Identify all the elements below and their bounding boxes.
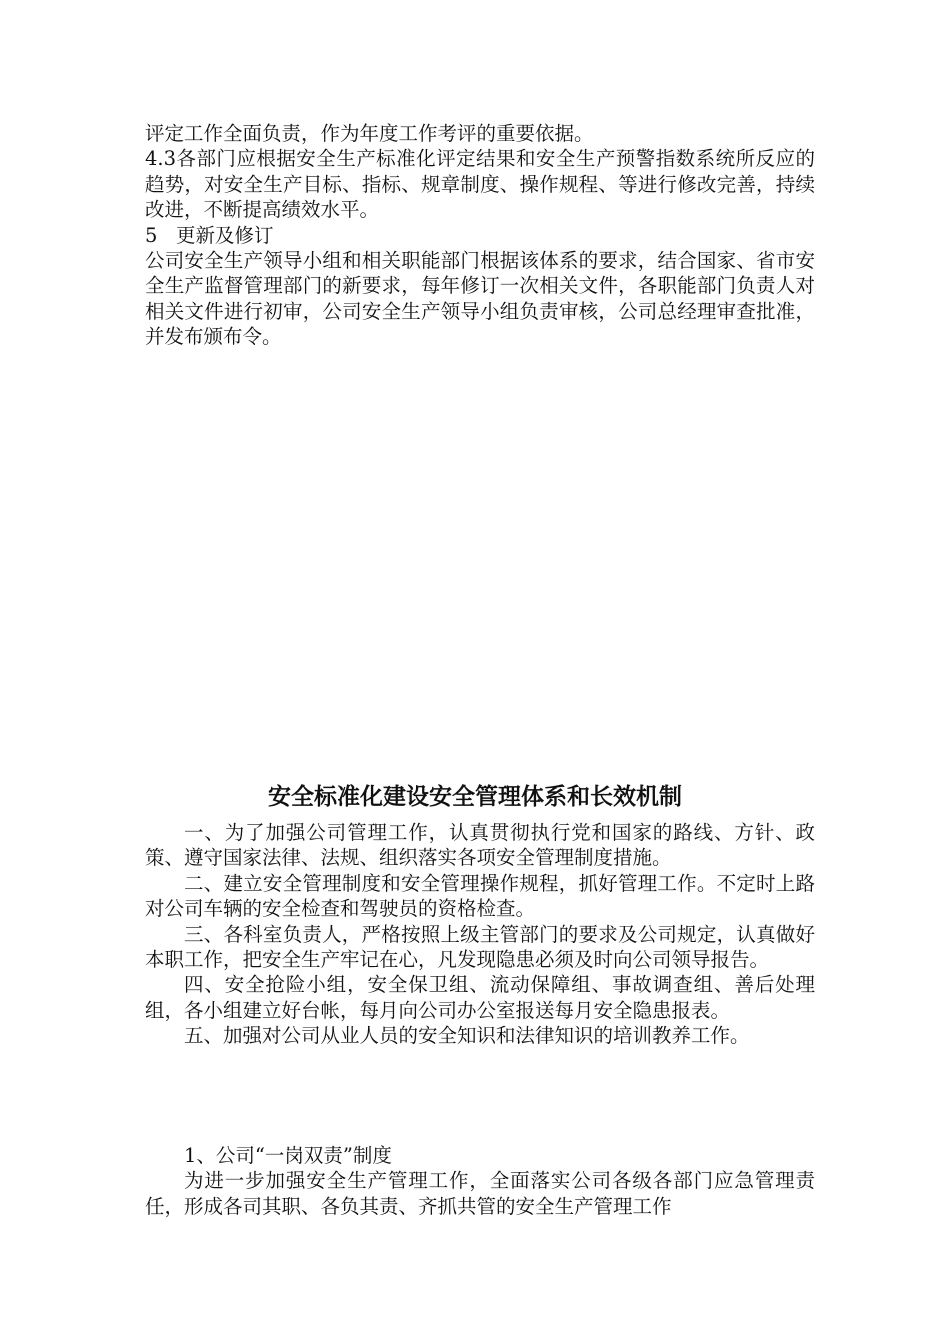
- paragraph: 为进一步加强安全生产管理工作，全面落实公司各级各部门应急管理责任，形成各司其职、各负其责、齐抓共管的安全生产管理工作: [145, 1169, 815, 1218]
- paragraph: 4.3各部门应根据安全生产标准化评定结果和安全生产预警指数系统所反应的趋势，对安全生产目标、指标、规章制度、操作规程、等进行修改完善，持续改进，不断提高绩效水平。: [145, 147, 815, 222]
- top-section: [145, 121, 815, 350]
- paragraph: 四、安全抢险小组，安全保卫组、流动保障组、事故调查组、善后处理组，各小组建立好台帐，每月向公司办公室报送每月安全隐患报表。: [145, 973, 815, 1022]
- sub-section-heading: 1、公司“一岗双责”制度: [184, 1144, 392, 1167]
- main-section: [145, 820, 815, 1049]
- paragraph: 五、加强对公司从业人员的安全知识和法律知识的培训教养工作。: [184, 1024, 750, 1048]
- section-heading: 5 更新及修订: [145, 223, 274, 247]
- sub-section: [145, 1143, 815, 1219]
- paragraph: 一、为了加强公司管理工作，认真贯彻执行党和国家的路线、方针、政策、遵守国家法律、法规、组织落实各项安全管理制度措施。: [145, 821, 815, 870]
- paragraph: 公司安全生产领导小组和相关职能部门根据该体系的要求，结合国家、省市安全生产监督管理部门的新要求，每年修订一次相关文件，各职能部门负责人对相关文件进行初审，公司安全生产领导小组负责审核，公司总经理审查批准，并发布颁布令。: [145, 249, 815, 349]
- document-title: 安全标准化建设安全管理体系和长效机制: [268, 783, 682, 810]
- paragraph: 评定工作全面负责，作为年度工作考评的重要依据。: [145, 122, 594, 145]
- paragraph: 三、各科室负责人，严格按照上级主管部门的要求及公司规定，认真做好本职工作，把安全生产牢记在心，凡发现隐患必须及时向公司领导报告。: [145, 922, 815, 972]
- paragraph: 二、建立安全管理制度和安全管理操作规程，抓好管理工作。不定时上路对公司车辆的安全检查和驾驶员的资格检查。: [145, 871, 815, 921]
